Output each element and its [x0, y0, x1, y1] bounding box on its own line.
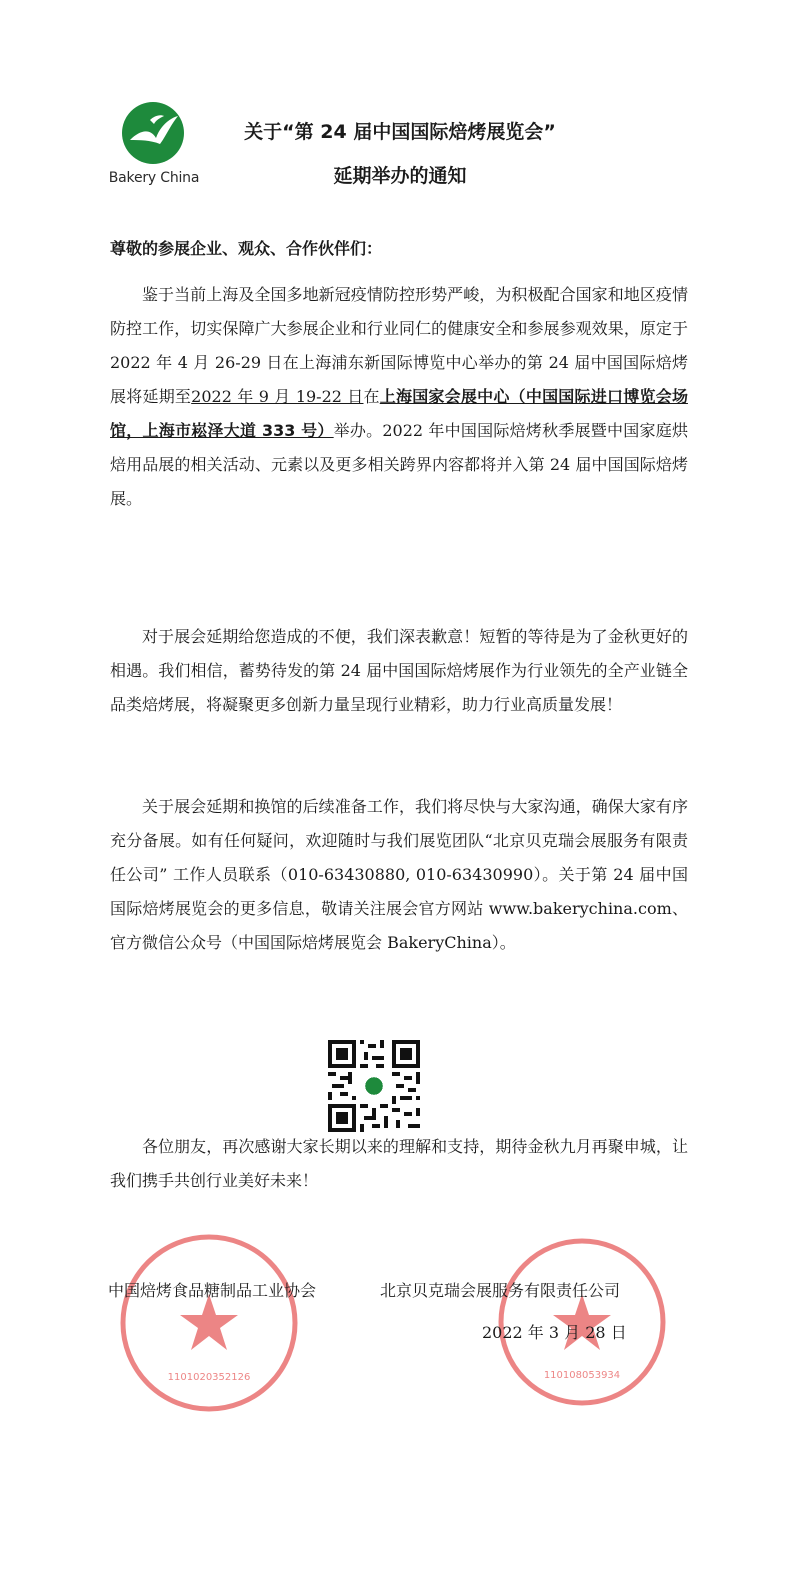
notice-date: 2022 年 3 月 28 日 [482, 1323, 627, 1342]
title-line-1: 关于“第 24 届中国国际焙烤展览会” [244, 121, 556, 143]
association-seal [118, 1232, 300, 1414]
paragraph-2 [110, 620, 688, 722]
qr-code-icon [328, 1040, 420, 1132]
signer-association: 中国焙烤食品糖制品工业协会 [108, 1281, 317, 1300]
wechat-qr-code [328, 1040, 420, 1132]
salutation: 尊敬的参展企业、观众、合作伙伴们： [110, 239, 383, 258]
paragraph-3 [110, 790, 688, 960]
seal-number: 110108053934 [543, 1370, 621, 1381]
paragraph-1-text-2: 举办。2022 年中国国际焙烤秋季展暨中国家庭烘焙用品展的相关活动、元素以及更多相关跨界内容都将并入第 24 届中国国际焙烤展。 [110, 421, 688, 508]
logo-text: Bakery China [108, 170, 200, 186]
bird-logo-icon [120, 100, 186, 166]
title-line-2: 延期举办的通知 [333, 165, 467, 187]
new-date: 2022 年 9 月 19-22 日 [191, 387, 364, 406]
notice-title [200, 110, 600, 198]
paragraph-1 [110, 278, 688, 516]
paragraph-1-text: 鉴于当前上海及全国多地新冠疫情防控形势严峻，为积极配合国家和地区疫情防控工作，切实保障广大参展企业和行业同仁的健康安全和参展参观效果，原定于 2022 年 4 月 26-29 日在上海浦东新国际博览中心举办的第 24 届中国国际焙烤展将延期至 [110, 285, 688, 406]
red-seal-icon [118, 1232, 300, 1414]
venue-prefix: 在 [363, 387, 380, 406]
paragraph-2-text: 对于展会延期给您造成的不便，我们深表歉意！短暂的等待是为了金秋更好的相遇。我们相信，蓄势待发的第 24 届中国国际焙烤展作为行业领先的全产业链全品类焙烤展，将凝聚更多创新力量呈现行业精彩，助力行业高质量发展！ [110, 627, 688, 714]
new-venue: 上海国家会展中心（中国国际进口博览会场馆，上海市崧泽大道 333 号） [110, 387, 688, 440]
bakery-china-logo [106, 100, 202, 192]
paragraph-3-text: 关于展会延期和换馆的后续准备工作，我们将尽快与大家沟通，确保大家有序充分备展。如有任何疑问，欢迎随时与我们展览团队“北京贝克瑞会展服务有限责任公司” 工作人员联系（010-63430880, 010-63430990）。关于第 24 届中国国际焙烤展览会的更多信息，敬请关注展会官方网站 www.bakerychina.com、官方微信公众号（中国国际焙烤展览会 BakeryChina）。 [110, 797, 688, 952]
paragraph-4 [110, 1130, 688, 1198]
signer-company: 北京贝克瑞会展服务有限责任公司 [380, 1281, 621, 1300]
paragraph-4-text: 各位朋友，再次感谢大家长期以来的理解和支持，期待金秋九月再聚申城，让我们携手共创行业美好未来！ [110, 1137, 688, 1190]
seal-number: 1101020352126 [167, 1372, 251, 1383]
